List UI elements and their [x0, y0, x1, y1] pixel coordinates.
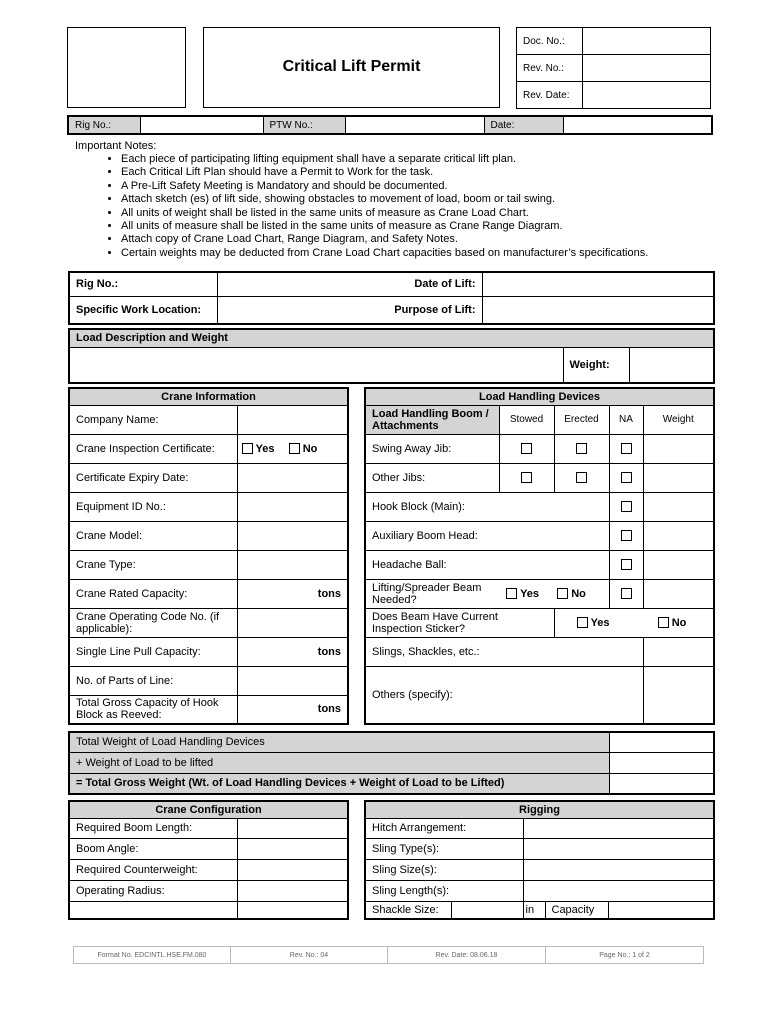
- rated-capacity-label: Crane Rated Capacity:: [69, 579, 237, 608]
- counterweight-label: Required Counterweight:: [69, 859, 237, 880]
- expiry-label: Certificate Expiry Date:: [69, 463, 237, 492]
- inspection-yes-checkbox[interactable]: [242, 443, 253, 454]
- spreader-beam-na-checkbox[interactable]: [621, 588, 632, 599]
- crane-model-label: Crane Model:: [69, 521, 237, 550]
- shackle-size-label: Shackle Size:: [365, 901, 451, 919]
- location-label: Specific Work Location:: [69, 296, 217, 324]
- top-rig-field[interactable]: [140, 116, 263, 134]
- spreader-beam-weight-field[interactable]: [643, 579, 714, 608]
- site-rig-label: Rig No.:: [69, 272, 217, 296]
- hook-block-capacity-label: Total Gross Capacity of Hook Block as Reeved:: [69, 695, 237, 724]
- beam-sticker-yes-checkbox[interactable]: [577, 617, 588, 628]
- note-item: • Each piece of participating lifting equipment shall have a separate critical lift plan.: [121, 153, 735, 166]
- sling-type-field[interactable]: [523, 838, 714, 859]
- crane-type-field[interactable]: [237, 550, 348, 579]
- rated-capacity-field[interactable]: [237, 579, 348, 608]
- others-weight-field[interactable]: [643, 666, 714, 724]
- note-item: • A Pre-Lift Safety Meeting is Mandatory and should be documented.: [121, 180, 735, 193]
- spreader-beam-no-label: No: [571, 587, 586, 600]
- page-footer: [73, 946, 704, 964]
- beam-sticker-no-label: No: [671, 616, 687, 629]
- top-date-field[interactable]: [563, 116, 712, 134]
- load-handling-title: Load Handling Devices: [365, 388, 714, 405]
- spreader-beam-yes-checkbox[interactable]: [506, 588, 517, 599]
- boom-length-field[interactable]: [237, 818, 348, 838]
- gross-weight-label: = Total Gross Weight (Wt. of Load Handling Devices + Weight of Load to be Lifted): [69, 773, 609, 794]
- page-title: Critical Lift Permit: [282, 58, 421, 75]
- operating-code-field[interactable]: [237, 608, 348, 637]
- swing-jib-na-checkbox[interactable]: [621, 443, 632, 454]
- rev-no-label: Rev. No.:: [517, 55, 583, 82]
- radius-label: Operating Radius:: [69, 880, 237, 901]
- sling-type-label: Sling Type(s):: [365, 838, 523, 859]
- load-handling-table: [364, 387, 715, 725]
- others-label: Others (specify):: [365, 666, 643, 724]
- other-jibs-weight-field[interactable]: [643, 463, 714, 492]
- aux-boom-head-weight-field[interactable]: [643, 521, 714, 550]
- rev-no-field[interactable]: [583, 55, 711, 82]
- radius-field[interactable]: [237, 880, 348, 901]
- headache-ball-weight-field[interactable]: [643, 550, 714, 579]
- hook-block-label: Hook Block (Main):: [365, 492, 609, 521]
- beam-sticker-no-checkbox[interactable]: [658, 617, 669, 628]
- boom-length-label: Required Boom Length:: [69, 818, 237, 838]
- date-of-lift-label: Date of Lift:: [217, 272, 482, 296]
- doc-no-label: Doc. No.:: [517, 28, 583, 55]
- spreader-beam-no-checkbox[interactable]: [557, 588, 568, 599]
- config-extra-value[interactable]: [237, 901, 348, 919]
- counterweight-field[interactable]: [237, 859, 348, 880]
- date-of-lift-field[interactable]: [482, 272, 714, 296]
- expiry-field[interactable]: [237, 463, 348, 492]
- load-description-title: Load Description and Weight: [69, 329, 714, 347]
- rigging-title: Rigging: [365, 801, 714, 818]
- slings-weight-field[interactable]: [643, 637, 714, 666]
- other-jibs-erected-checkbox[interactable]: [576, 472, 587, 483]
- rev-date-field[interactable]: [583, 82, 711, 109]
- equipment-id-label: Equipment ID No.:: [69, 492, 237, 521]
- note-item: • Each Critical Lift Plan should have a Permit to Work for the task.: [121, 166, 735, 179]
- purpose-field[interactable]: [482, 296, 714, 324]
- config-extra-field[interactable]: [69, 901, 237, 919]
- top-date-label: Date:: [484, 116, 563, 134]
- col-item-header: Load Handling Boom / Attachments: [365, 405, 499, 434]
- load-weight-label: + Weight of Load to be lifted: [69, 752, 609, 773]
- parts-of-line-field[interactable]: [237, 666, 348, 695]
- col-stowed-header: Stowed: [499, 405, 554, 434]
- note-item: • Attach copy of Crane Load Chart, Range Diagram, and Safety Notes.: [121, 233, 735, 246]
- note-item: • All units of measure shall be listed in the same units of measure as Crane Range Diagram.: [121, 220, 735, 233]
- aux-boom-head-label: Auxiliary Boom Head:: [365, 521, 609, 550]
- weight-field[interactable]: [629, 347, 714, 383]
- note-item: • Attach sketch (es) of lift side, showing obstacles to movement of load, boom or tail swing.: [121, 193, 735, 206]
- doc-no-field[interactable]: [583, 28, 711, 55]
- headache-ball-na-checkbox[interactable]: [621, 559, 632, 570]
- shackle-unit: in: [523, 901, 545, 919]
- load-description-table: [68, 328, 715, 384]
- company-label: Company Name:: [69, 405, 237, 434]
- load-weight-field[interactable]: [609, 752, 714, 773]
- footer-rev-date: Rev. Date: 08.06.18: [388, 947, 546, 964]
- hitch-label: Hitch Arrangement:: [365, 818, 523, 838]
- hook-block-weight-field[interactable]: [643, 492, 714, 521]
- swing-jib-erected-checkbox[interactable]: [576, 443, 587, 454]
- col-na-header: NA: [609, 405, 643, 434]
- gross-weight-field[interactable]: [609, 773, 714, 794]
- single-line-pull-unit: tons: [317, 645, 342, 658]
- top-rig-label: Rig No.:: [68, 116, 140, 134]
- sling-size-label: Sling Size(s):: [365, 859, 523, 880]
- spreader-beam-yes-label: Yes: [520, 587, 540, 600]
- rated-capacity-unit: tons: [317, 587, 342, 600]
- crane-model-field[interactable]: [237, 521, 348, 550]
- top-ptw-label: PTW No.:: [263, 116, 345, 134]
- rev-date-label: Rev. Date:: [517, 82, 583, 109]
- beam-sticker-yes-label: Yes: [590, 616, 610, 629]
- crane-config-table: [68, 800, 349, 920]
- headache-ball-label: Headache Ball:: [365, 550, 609, 579]
- swing-jib-stowed-checkbox[interactable]: [521, 443, 532, 454]
- beam-sticker-label: Does Beam Have Current Inspection Sticker?: [365, 608, 554, 637]
- equipment-id-field[interactable]: [237, 492, 348, 521]
- operating-code-label: Crane Operating Code No. (if applicable):: [69, 608, 237, 637]
- purpose-label: Purpose of Lift:: [217, 296, 482, 324]
- other-jibs-stowed-checkbox[interactable]: [521, 472, 532, 483]
- footer-rev-no: Rev. No.: 04: [231, 947, 388, 964]
- swing-jib-weight-field[interactable]: [643, 434, 714, 463]
- format-no: Format No. EDCINTL.HSE.FM.080: [74, 947, 231, 964]
- hook-block-capacity-unit: tons: [317, 703, 342, 716]
- capacity-label: Capacity: [545, 901, 608, 919]
- inspection-yes-label: Yes: [255, 442, 275, 455]
- hook-block-capacity-field[interactable]: [237, 695, 348, 724]
- shackle-size-field[interactable]: [451, 901, 523, 919]
- weight-label: Weight:: [563, 347, 629, 383]
- sling-size-field[interactable]: [523, 859, 714, 880]
- aux-boom-head-na-checkbox[interactable]: [621, 530, 632, 541]
- company-field[interactable]: [237, 405, 348, 434]
- inspection-no-label: No: [302, 442, 318, 455]
- swing-jib-label: Swing Away Jib:: [365, 434, 499, 463]
- total-devices-field[interactable]: [609, 732, 714, 752]
- crane-type-label: Crane Type:: [69, 550, 237, 579]
- crane-info-title: Crane Information: [69, 388, 348, 405]
- capacity-field[interactable]: [608, 901, 714, 919]
- site-info-table: [68, 271, 715, 325]
- top-ptw-field[interactable]: [345, 116, 484, 134]
- boom-angle-label: Boom Angle:: [69, 838, 237, 859]
- other-jibs-label: Other Jibs:: [365, 463, 499, 492]
- col-weight-header: Weight: [643, 405, 714, 434]
- slings-label: Slings, Shackles, etc.:: [365, 637, 643, 666]
- total-devices-label: Total Weight of Load Handling Devices: [69, 732, 609, 752]
- title-box: [203, 27, 500, 108]
- important-notes: [75, 140, 735, 260]
- note-item: • Certain weights may be deducted from Crane Load Chart capacities based on manufacturer’s specifications.: [121, 247, 735, 260]
- inspection-label: Crane Inspection Certificate:: [69, 434, 237, 463]
- spreader-beam-label: Lifting/Spreader Beam Needed?: [372, 581, 482, 606]
- crane-info-table: [68, 387, 349, 725]
- rigging-table: [364, 800, 715, 920]
- single-line-pull-label: Single Line Pull Capacity:: [69, 637, 237, 666]
- hitch-field[interactable]: [523, 818, 714, 838]
- other-jibs-na-checkbox[interactable]: [621, 472, 632, 483]
- sling-length-label: Sling Length(s):: [365, 880, 523, 901]
- notes-title: Important Notes:: [75, 140, 157, 152]
- parts-of-line-label: No. of Parts of Line:: [69, 666, 237, 695]
- load-description-field[interactable]: [69, 347, 563, 383]
- single-line-pull-field[interactable]: [237, 637, 348, 666]
- boom-angle-field[interactable]: [237, 838, 348, 859]
- hook-block-na-checkbox[interactable]: [621, 501, 632, 512]
- inspection-no-checkbox[interactable]: [289, 443, 300, 454]
- top-info-bar: [67, 115, 713, 135]
- page-number: Page No.: 1 of 2: [546, 947, 704, 964]
- note-item: • All units of weight shall be listed in the same units of measure as Crane Load Chart.: [121, 207, 735, 220]
- logo-box: [67, 27, 186, 108]
- sling-length-field[interactable]: [523, 880, 714, 901]
- crane-config-title: Crane Configuration: [69, 801, 348, 818]
- doc-control-table: [516, 27, 711, 109]
- col-erected-header: Erected: [554, 405, 609, 434]
- totals-table: [68, 731, 715, 795]
